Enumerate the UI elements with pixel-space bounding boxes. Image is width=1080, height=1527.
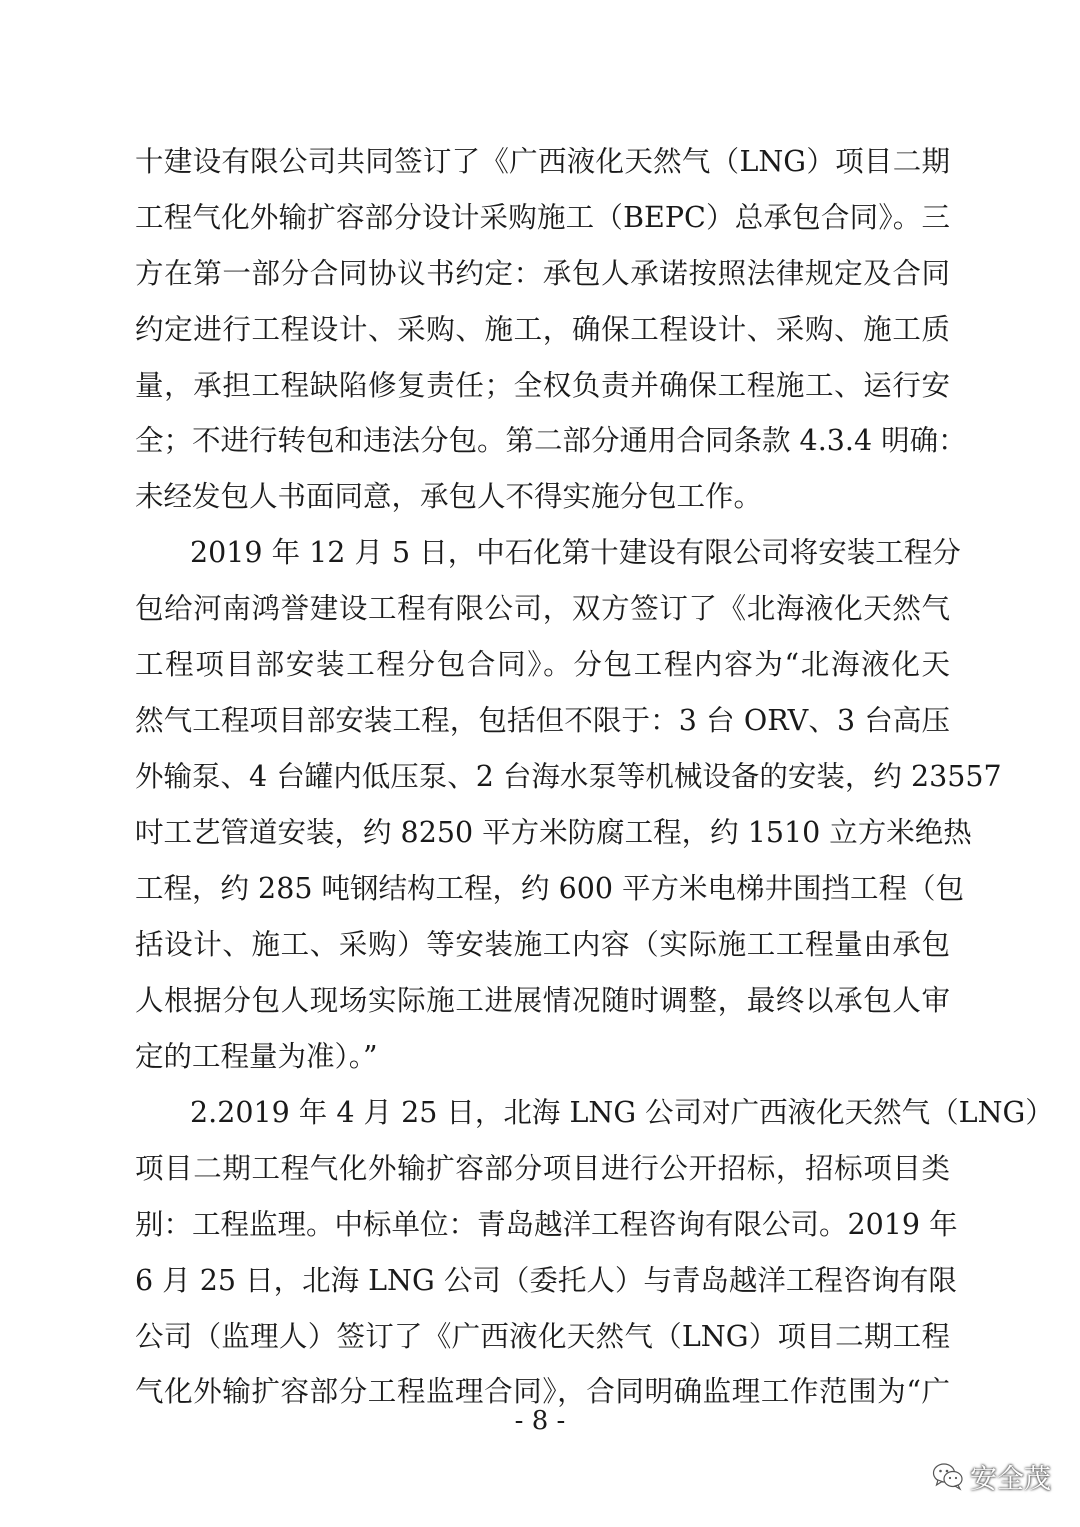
text-line: 包给河南鸿誉建设工程有限公司，双方签订了《北海液化天然气: [135, 592, 950, 625]
text-line: 6 月 25 日，北海 LNG 公司（委托人）与青岛越洋工程咨询有限: [135, 1264, 957, 1297]
text-line: 工程项目部安装工程分包合同》。分包工程内容为“北海液化天: [135, 648, 950, 681]
text-line: 定的工程量为准）。”: [135, 1040, 378, 1073]
text-line: 人根据分包人现场实际施工进展情况随时调整，最终以承包人审: [135, 984, 950, 1017]
text-line: 约定进行工程设计、采购、施工，确保工程设计、采购、施工质: [135, 313, 950, 346]
text-line: 括设计、施工、采购）等安装施工内容（实际施工工程量由承包: [135, 928, 950, 961]
text-line: 十建设有限公司共同签订了《广西液化天然气（LNG）项目二期: [135, 145, 950, 178]
page-number: - 8 -: [514, 1406, 566, 1436]
text-line: 工程气化外输扩容部分设计采购施工（BEPC）总承包合同》。三: [135, 201, 950, 234]
text-line: 别：工程监理。中标单位：青岛越洋工程咨询有限公司。2019 年: [135, 1208, 958, 1241]
text-line: 吋工艺管道安装，约 8250 平方米防腐工程，约 1510 立方米绝热: [135, 816, 972, 849]
text-line: 方在第一部分合同协议书约定：承包人承诺按照法律规定及合同: [135, 257, 950, 290]
paragraph-first-line: 2.2019 年 4 月 25 日，北海 LNG 公司对广西液化天然气（LNG）: [190, 1096, 1054, 1129]
text-line: 然气工程项目部安装工程，包括但不限于：3 台 ORV、3 台高压: [135, 704, 950, 737]
text-line: 未经发包人书面同意，承包人不得实施分包工作。: [135, 480, 763, 513]
wechat-icon: [932, 1461, 964, 1491]
watermark-text: 安全茂: [970, 1463, 1051, 1495]
watermark: [932, 1456, 1051, 1496]
text-line: 气化外输扩容部分工程监理合同》，合同明确监理工作范围为“广: [135, 1375, 950, 1408]
text-line: 外输泵、4 台罐内低压泵、2 台海水泵等机械设备的安装，约 23557: [135, 760, 1002, 793]
text-line: 公司（监理人）签订了《广西液化天然气（LNG）项目二期工程: [135, 1320, 950, 1353]
text-line: 量，承担工程缺陷修复责任；全权负责并确保工程施工、运行安: [135, 369, 950, 402]
text-line: 全；不进行转包和违法分包。第二部分通用合同条款 4.3.4 明确：: [135, 424, 967, 457]
text-line: 工程，约 285 吨钢结构工程，约 600 平方米电梯井围挡工程（包: [135, 872, 965, 905]
text-line: 项目二期工程气化外输扩容部分项目进行公开招标，招标项目类: [135, 1152, 950, 1185]
paragraph-first-line: 2019 年 12 月 5 日，中石化第十建设有限公司将安装工程分: [190, 536, 961, 569]
